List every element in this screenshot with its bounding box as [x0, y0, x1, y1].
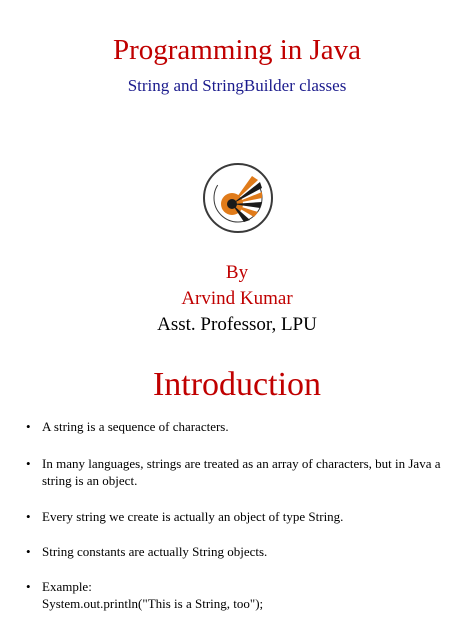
author-role: Asst. Professor, LPU	[157, 314, 317, 335]
example-label: Example:	[42, 579, 92, 594]
slide-title: Programming in Java	[112, 34, 362, 66]
example-code: System.out.println("This is a String, too");	[42, 596, 264, 611]
by-label: By	[225, 262, 249, 283]
lpu-logo-icon	[202, 162, 274, 234]
bullet-dot: •	[26, 509, 31, 524]
bullet-text: String constants are actually String objects.	[42, 544, 268, 559]
bullet-dot: •	[26, 579, 31, 594]
bullet-text: A string is a sequence of characters.	[42, 419, 229, 434]
bullet-text	[42, 578, 442, 612]
bullet-dot: •	[26, 544, 31, 559]
bullet-text: Every string we create is actually an object of type String.	[42, 509, 344, 524]
slide-subtitle: String and StringBuilder classes	[127, 76, 347, 95]
bullet-dot: •	[26, 419, 31, 434]
section-title: Introduction	[152, 366, 322, 403]
bullet-text: In many languages, strings are treated as an array of characters, but in Java a string is an object.	[42, 456, 441, 488]
bullet-dot: •	[26, 456, 31, 471]
author-name: Arvind Kumar	[181, 288, 293, 309]
